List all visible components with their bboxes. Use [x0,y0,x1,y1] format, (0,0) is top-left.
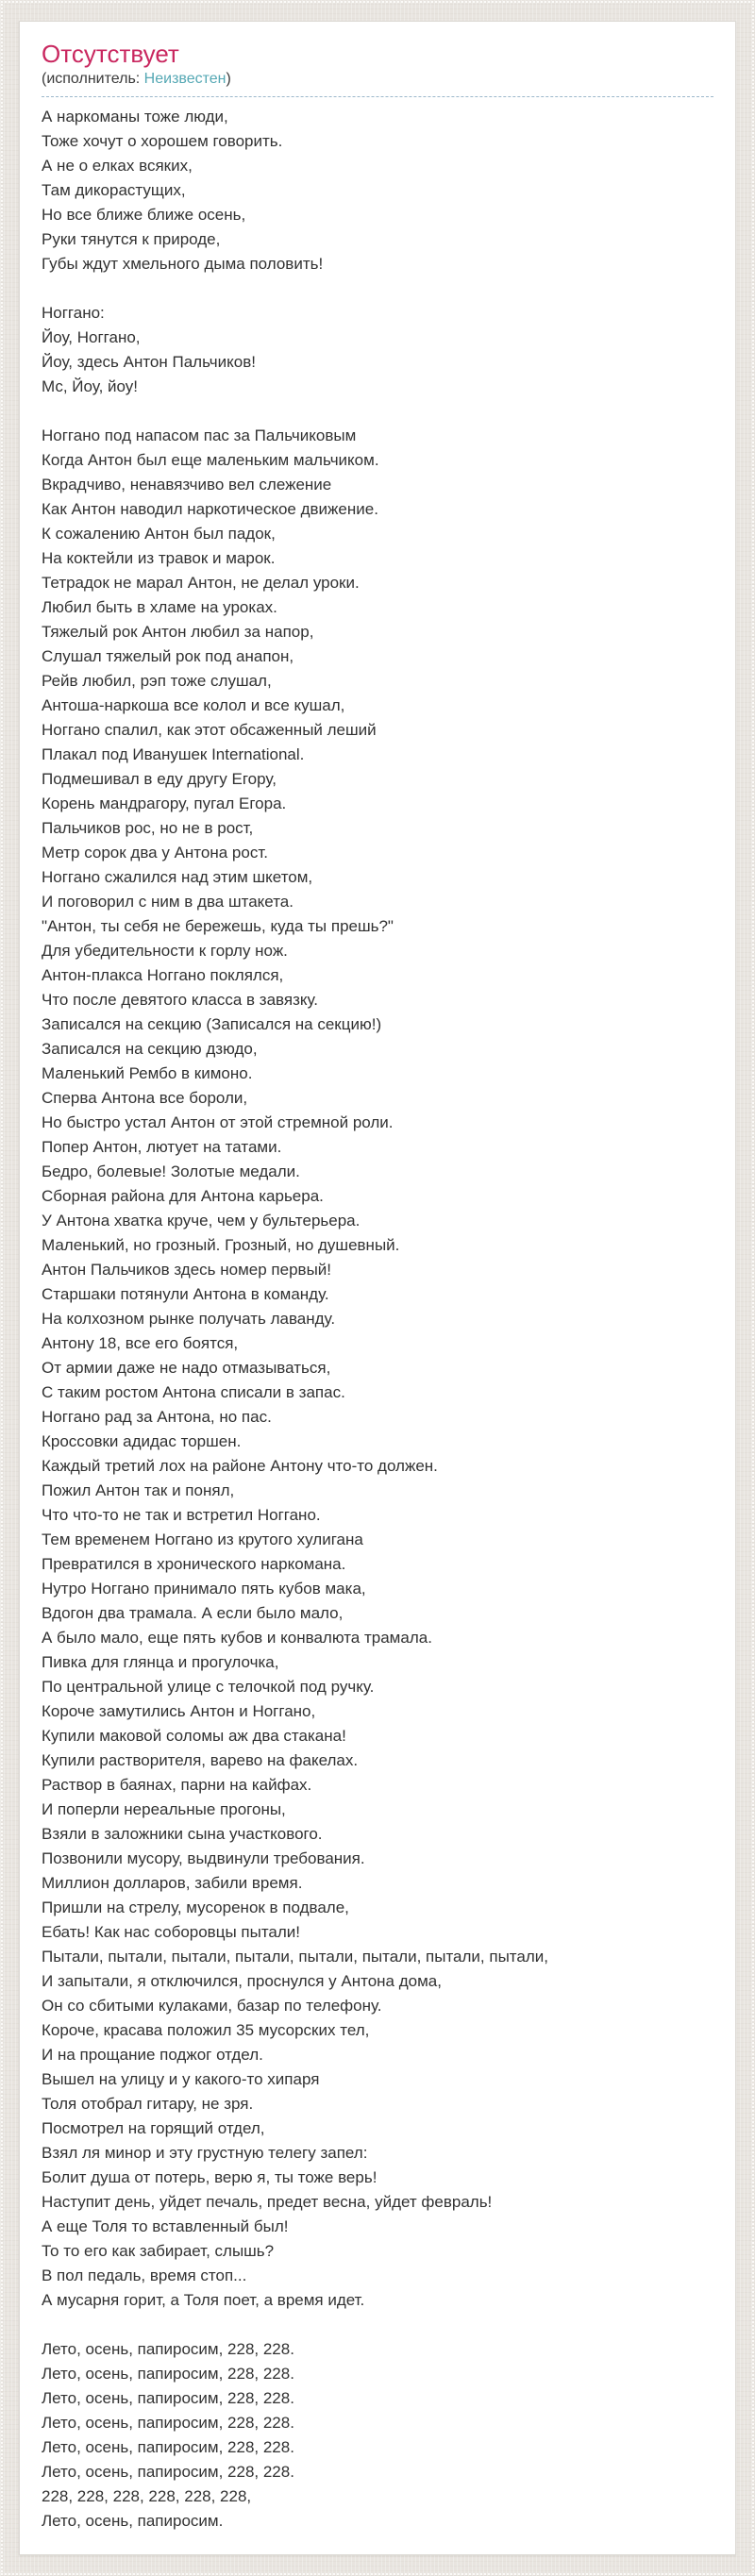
lyric-line: И поперли нереальные прогоны, [42,1800,286,1818]
lyric-line: Лето, осень, папиросим, 228, 228. [42,2438,294,2456]
lyric-line: Антон-плакса Ноггано поклялся, [42,966,284,984]
lyric-line: В пол педаль, время стоп... [42,2267,247,2284]
lyric-line: А было мало, еще пять кубов и конвалюта трамала. [42,1629,432,1647]
lyric-line: А мусарня горит, а Толя поет, а время идет. [42,2291,365,2309]
lyric-line: "Антон, ты себя не бережешь, куда ты прешь?" [42,917,394,935]
lyric-line: Слушал тяжелый рок под анапон, [42,647,294,665]
lyric-line: Антон Пальчиков здесь номер первый! [42,1261,332,1279]
lyric-line: Йоу, здесь Антон Пальчиков! [42,353,256,371]
lyric-line: Ноггано: [42,304,105,322]
lyric-line: Что после девятого класса в завязку. [42,991,319,1009]
artist-close-paren: ) [226,71,231,87]
lyric-line: Кроссовки адидас торшен. [42,1432,242,1450]
lyric-line: Каждый третий лох на районе Антону что-то должен. [42,1457,438,1475]
lyric-line: Сперва Антона все бороли, [42,1089,248,1107]
lyric-line: Ноггано сжалился над этим шкетом, [42,868,313,886]
lyric-line: А наркоманы тоже люди, [42,108,228,125]
lyric-line: Нутро Ноггано принимало пять кубов мака, [42,1580,366,1597]
lyric-line: Мс, Йоу, йоу! [42,377,139,395]
lyric-line: Пальчиков рос, но не в рост, [42,819,254,837]
lyrics-text [42,105,713,2534]
lyric-line: Пытали, пытали, пытали, пытали, пытали, пытали, пытали, пытали, [42,1948,548,1965]
lyric-line: Антону 18, все его боятся, [42,1334,239,1352]
lyric-line: Пожил Антон так и понял, [42,1481,235,1499]
lyric-line: Миллион долларов, забили время. [42,1874,303,1892]
lyric-line: У Антона хватка круче, чем у бультерьера. [42,1212,361,1229]
lyric-line: Губы ждут хмельного дыма половить! [42,255,324,273]
lyric-line: Старшаки потянули Антона в команду. [42,1285,329,1303]
lyric-line: От армии даже не надо отмазываться, [42,1359,331,1377]
lyric-line: Когда Антон был еще маленьким мальчиком. [42,451,379,469]
lyric-line: Лето, осень, папиросим, 228, 228. [42,2340,294,2358]
lyric-line: Тем временем Ноггано из крутого хулигана [42,1531,363,1548]
lyric-line: Превратился в хронического наркомана. [42,1555,346,1573]
lyric-line: Тяжелый рок Антон любил за напор, [42,623,314,641]
lyric-line: Любил быть в хламе на уроках. [42,598,277,616]
lyric-line: К сожалению Антон был падок, [42,525,276,543]
lyric-line: Раствор в баянах, парни на кайфах. [42,1776,312,1794]
artist-label: (исполнитель: [42,71,144,87]
lyric-line: Записался на секцию дзюдо, [42,1040,258,1058]
lyric-line: Как Антон наводил наркотическое движение. [42,500,378,518]
content-card [19,21,736,2555]
lyric-line: Корень мандрагору, пугал Егора. [42,795,287,812]
lyric-line: Наступит день, уйдет печаль, предет весна, уйдет февраль! [42,2193,493,2211]
lyric-line: Маленький Рембо в кимоно. [42,1064,253,1082]
artist-line [42,70,713,97]
lyric-line: Лето, осень, папиросим, 228, 228. [42,2365,294,2383]
lyric-line: Там дикорастущих, [42,181,186,199]
lyric-line: Лето, осень, папиросим, 228, 228. [42,2463,294,2481]
lyric-line: Попер Антон, лютует на татами. [42,1138,282,1156]
lyric-line: С таким ростом Антона списали в запас. [42,1383,345,1401]
lyric-line: Тоже хочут о хорошем говорить. [42,132,283,150]
lyric-line: Но быстро устал Антон от этой стремной роли. [42,1113,394,1131]
lyric-line: А не о елках всяких, [42,157,193,175]
lyric-line: Вкрадчиво, ненавязчиво вел слежение [42,476,332,493]
lyric-line [42,2313,713,2337]
lyric-line: Купили растворителя, варево на факелах. [42,1751,359,1769]
lyric-line: Ебать! Как нас соборовцы пытали! [42,1923,301,1941]
lyric-line: По центральной улице с телочкой под ручку. [42,1678,375,1696]
lyric-line: Записался на секцию (Записался на секцию!) [42,1015,382,1033]
lyric-line: Антоша-наркоша все колол и все кушал, [42,696,345,714]
lyric-line: Маленький, но грозный. Грозный, но душевный. [42,1236,400,1254]
lyric-line: Метр сорок два у Антона рост. [42,844,268,861]
lyric-line: Ноггано рад за Антона, но пас. [42,1408,272,1426]
lyric-line: Посмотрел на горящий отдел, [42,2119,265,2137]
lyric-line: 228, 228, 228, 228, 228, 228, [42,2487,252,2505]
artist-link[interactable]: Неизвестен [143,71,226,87]
lyric-line: Купили маковой соломы аж два стакана! [42,1727,346,1745]
lyric-line: Толя отобрал гитару, не зря. [42,2095,254,2113]
lyric-line: Для убедительности к горлу нож. [42,942,288,960]
lyric-line: Вышел на улицу и у какого-то хипаря [42,2070,320,2088]
lyric-line: Ноггано под напасом пас за Пальчиковым [42,427,357,444]
lyric-line: Подмешивал в еду другу Егору, [42,770,277,788]
lyric-line: Лето, осень, папиросим, 228, 228. [42,2414,294,2432]
lyric-line: Лето, осень, папиросим. [42,2512,224,2530]
lyric-line: Тетрадок не марал Антон, не делал уроки. [42,574,360,592]
lyric-line: И поговорил с ним в два штакета. [42,893,294,911]
lyric-line: Пивка для глянца и прогулочка, [42,1653,279,1671]
lyric-line: Он со сбитыми кулаками, базар по телефону. [42,1997,382,2015]
lyric-line: Короче замутились Антон и Ноггано, [42,1702,316,1720]
lyric-line [42,276,713,301]
lyric-line: Короче, красава положил 35 мусорских тел, [42,2021,370,2039]
lyric-line: Сборная района для Антона карьера. [42,1187,324,1205]
lyric-line: Позвонили мусору, выдвинули требования. [42,1849,365,1867]
lyric-line: Йоу, Ноггано, [42,328,141,346]
lyric-line: Пришли на стрелу, мусоренок в подвале, [42,1899,349,1916]
lyric-line: Взяли в заложники сына участкового. [42,1825,323,1843]
lyric-line [42,399,713,424]
lyric-line: И запытали, я отключился, проснулся у Антона дома, [42,1972,442,1990]
lyric-line: На коктейли из травок и марок. [42,549,276,567]
lyric-line: Бедро, болевые! Золотые медали. [42,1163,300,1180]
lyric-line: Плакал под Иванушек International. [42,745,305,763]
lyric-line: Болит душа от потерь, верю я, ты тоже верь! [42,2168,378,2186]
lyric-line: А еще Толя то вставленный был! [42,2217,289,2235]
lyric-line: Что что-то не так и встретил Ноггано. [42,1506,321,1524]
lyric-line: Лето, осень, папиросим, 228, 228. [42,2389,294,2407]
lyric-line: Рейв любил, рэп тоже слушал, [42,672,272,690]
lyric-line: И на прощание поджог отдел. [42,2046,263,2064]
lyric-line: Но все ближе ближе осень, [42,206,246,224]
lyric-line: Вдогон два трамала. А если было мало, [42,1604,344,1622]
lyric-line: Взял ля минор и эту грустную телегу запел: [42,2144,368,2162]
lyric-line: То то его как забирает, слышь? [42,2242,275,2260]
lyric-line: На колхозном рынке получать лаванду. [42,1310,336,1328]
lyric-line: Руки тянутся к природе, [42,230,221,248]
song-title: Отсутствует [42,40,179,68]
lyric-line: Ноггано спалил, как этот обсаженный леший [42,721,377,739]
